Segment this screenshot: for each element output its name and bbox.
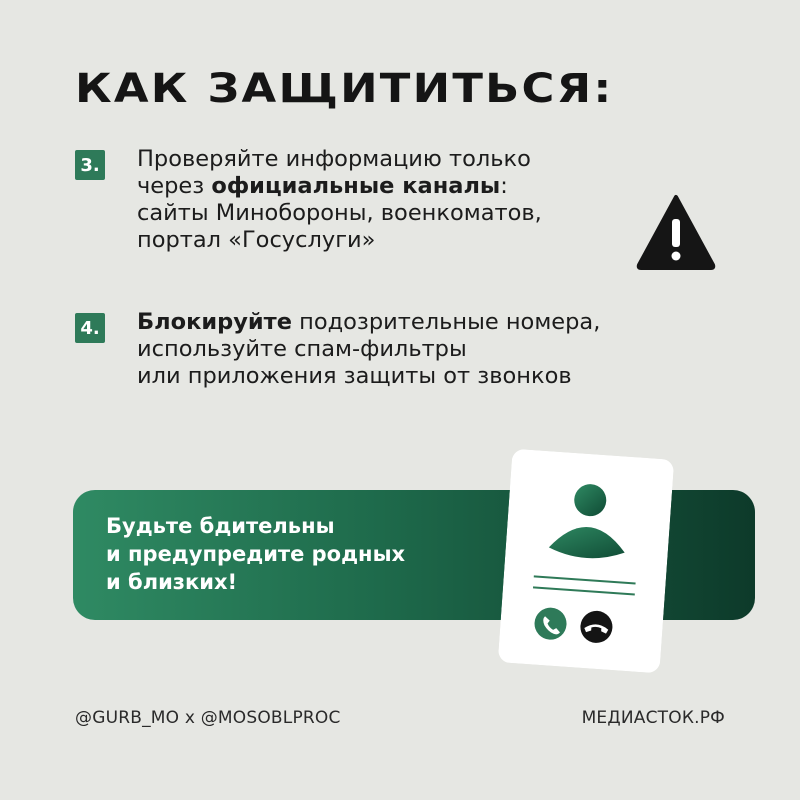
tip-line bbox=[137, 173, 542, 200]
tip-number-badge: 4. bbox=[75, 313, 105, 343]
tip-line bbox=[137, 309, 600, 336]
tip-text-fragment: подозрительные номера, bbox=[291, 309, 601, 335]
tip-number-badge: 3. bbox=[75, 150, 105, 180]
tip-text-fragment: : bbox=[500, 173, 508, 199]
tip-line: Проверяйте информацию только bbox=[137, 146, 531, 172]
tip-line: портал «Госуслуги» bbox=[137, 227, 376, 253]
tip-text bbox=[137, 146, 542, 254]
tip-emphasis: официальные каналы bbox=[211, 173, 501, 199]
card-background bbox=[498, 449, 675, 674]
incoming-call-card bbox=[498, 449, 675, 674]
banner-line: и близких! bbox=[106, 570, 238, 594]
banner-line: и предупредите родных bbox=[106, 542, 406, 566]
banner-text bbox=[106, 512, 405, 596]
tip-line: сайты Минобороны, военкоматов, bbox=[137, 200, 542, 226]
incoming-call-illustration bbox=[498, 449, 675, 674]
page-title: КАК ЗАЩИТИТЬСЯ: bbox=[75, 66, 614, 112]
warning-icon bbox=[635, 193, 717, 271]
banner-line: Будьте бдительны bbox=[106, 514, 335, 538]
footer-brand: МЕДИАСТОК.РФ bbox=[581, 708, 725, 728]
tip-emphasis: Блокируйте bbox=[137, 309, 292, 335]
tip-line: используйте спам-фильтры bbox=[137, 336, 467, 362]
footer-social-handles: @GURB_MO x @MOSOBLPROC bbox=[75, 708, 341, 728]
tip-text-fragment: через bbox=[137, 173, 212, 199]
tip-text bbox=[137, 309, 600, 390]
tip-line: или приложения защиты от звонков bbox=[137, 363, 572, 389]
